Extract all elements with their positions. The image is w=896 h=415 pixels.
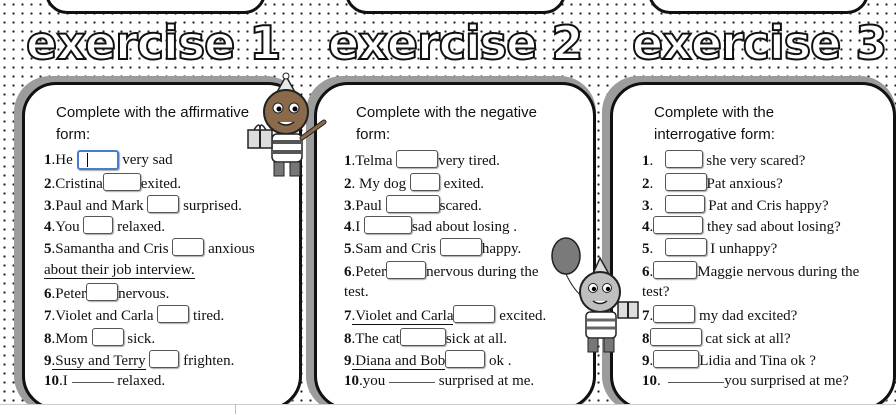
ex2-item-6-continued xyxy=(344,283,369,301)
ex3-item-2 xyxy=(642,173,783,193)
ex1-item-number: 6 xyxy=(44,286,52,302)
ex1-instruction-line2: form: xyxy=(56,126,91,143)
kid-with-balloon-illustration xyxy=(544,236,644,356)
ex3-continuation-text: test? xyxy=(642,284,670,300)
ex1-item-5 xyxy=(44,238,255,258)
top-frame-3 xyxy=(648,0,869,14)
ex2-item-number: 10 xyxy=(344,373,359,389)
ex2-item-7 xyxy=(344,305,546,325)
ex1-item-suffix: surprised. xyxy=(183,198,242,214)
ex1-answer-field-5[interactable] xyxy=(172,238,204,256)
ex2-item-6 xyxy=(344,261,539,281)
ex2-item-3 xyxy=(344,195,482,215)
ex2-continuation-text: test. xyxy=(344,284,369,300)
ex3-instruction-line2: interrogative form: xyxy=(654,126,775,143)
ex1-item-suffix: relaxed. xyxy=(117,373,166,389)
ex3-item-1 xyxy=(642,150,805,170)
ex3-item-suffix: she very scared? xyxy=(706,153,806,169)
ex3-item-suffix: Pat anxious? xyxy=(706,176,783,192)
ex1-answer-field-8[interactable] xyxy=(92,328,124,346)
ex3-item-number: 2 xyxy=(642,176,650,192)
ex2-answer-field-6[interactable] xyxy=(386,261,426,279)
ex3-item-number: 3 xyxy=(642,198,650,214)
ex1-item-number: 9 xyxy=(44,353,52,369)
ex1-item-prefix: .Mom xyxy=(51,331,88,347)
ex3-answer-line-10[interactable] xyxy=(668,372,724,383)
ex1-answer-line-10[interactable] xyxy=(72,372,114,383)
ex3-item-prefix: . xyxy=(649,153,654,169)
ex1-answer-field-2[interactable] xyxy=(103,173,141,191)
ex1-item-8 xyxy=(44,328,155,348)
ex2-item-prefix: .The cat xyxy=(351,331,400,347)
ex2-item-number: 8 xyxy=(344,331,352,347)
ex2-item-number: 1 xyxy=(344,153,352,169)
ex3-item-prefix: . xyxy=(649,308,654,324)
ex3-item-number: 4 xyxy=(642,219,650,235)
text-cursor xyxy=(87,153,88,167)
bottom-bar xyxy=(0,404,896,415)
ex2-instruction xyxy=(356,102,537,146)
ex2-instruction-line1: Complete with the negative xyxy=(356,104,537,121)
ex3-answer-field-1[interactable] xyxy=(665,150,703,168)
ex1-item-prefix: .Cristina xyxy=(51,176,103,192)
ex2-item-suffix: exited. xyxy=(443,176,484,192)
top-frame-1 xyxy=(45,0,266,14)
ex1-item-suffix: very sad xyxy=(122,152,173,168)
ex3-item-number: 1 xyxy=(642,153,650,169)
ex1-item-7 xyxy=(44,305,224,325)
ex3-item-suffix: my dad excited? xyxy=(699,308,798,324)
ex2-item-number: 6 xyxy=(344,264,352,280)
ex1-item-1 xyxy=(44,150,173,170)
ex3-item-number: 5 xyxy=(642,241,650,257)
ex2-item-prefix: .Peter xyxy=(351,264,387,280)
ex3-item-prefix: . xyxy=(649,198,654,214)
title-exercise-1: exercise 1 xyxy=(26,16,281,70)
ex3-item-suffix: cat sick at all? xyxy=(705,331,791,347)
ex2-item-prefix: . My dog xyxy=(351,176,407,192)
ex2-item-suffix: nervous during the xyxy=(426,264,539,280)
ex2-item-9 xyxy=(344,350,511,370)
ex1-item-number: 5 xyxy=(44,241,52,257)
ex2-item-10 xyxy=(344,372,534,390)
ex2-answer-field-9[interactable] xyxy=(445,350,485,368)
ex1-item-10 xyxy=(44,372,165,390)
ex2-item-number: 3 xyxy=(344,198,352,214)
ex2-item-suffix: scared. xyxy=(439,198,482,214)
ex2-answer-field-1[interactable] xyxy=(396,150,438,168)
ex2-item-suffix: excited. xyxy=(499,308,547,324)
ex3-item-6-continued xyxy=(642,283,670,301)
ex2-answer-line-10[interactable] xyxy=(389,372,435,383)
ex1-item-3 xyxy=(44,195,242,215)
ex2-answer-field-4[interactable] xyxy=(364,216,412,234)
ex2-item-prefix: .Violet and Carla xyxy=(351,308,454,324)
ex3-answer-field-4[interactable] xyxy=(653,216,703,234)
ex1-answer-field-7[interactable] xyxy=(157,305,189,323)
ex2-item-4 xyxy=(344,216,517,236)
ex3-item-number: 9 xyxy=(642,353,650,369)
ex2-item-suffix: surprised at me. xyxy=(438,373,535,389)
ex1-answer-field-6[interactable] xyxy=(86,283,118,301)
ex2-item-2 xyxy=(344,173,484,193)
ex3-answer-field-2[interactable] xyxy=(665,173,707,191)
ex3-item-prefix: . xyxy=(649,353,654,369)
ex1-item-number: 10 xyxy=(44,373,59,389)
ex2-item-suffix: sick at all. xyxy=(445,331,508,347)
ex3-item-suffix: Maggie nervous during the xyxy=(697,264,860,280)
ex3-item-6 xyxy=(642,261,859,281)
ex1-item-number: 2 xyxy=(44,176,52,192)
ex1-answer-field-9[interactable] xyxy=(149,350,179,368)
ex2-item-number: 9 xyxy=(344,353,352,369)
ex1-item-5-continued xyxy=(44,261,195,279)
ex2-item-5 xyxy=(344,238,521,258)
ex3-answer-field-5[interactable] xyxy=(665,238,707,256)
ex3-item-suffix: I unhappy? xyxy=(710,241,778,257)
ex3-item-prefix: . xyxy=(657,373,661,389)
ex1-instruction-line1: Complete with the affirmative xyxy=(56,104,250,121)
ex1-item-suffix: sick. xyxy=(127,331,156,347)
ex3-item-8 xyxy=(642,328,791,348)
ex3-item-prefix: . xyxy=(649,219,654,235)
ex1-item-prefix: .I xyxy=(59,373,68,389)
ex3-answer-field-6[interactable] xyxy=(653,261,697,279)
ex2-answer-field-5[interactable] xyxy=(440,238,482,256)
ex1-item-suffix: relaxed. xyxy=(117,219,165,235)
ex1-item-prefix: .Violet and Carla xyxy=(51,308,154,324)
ex3-item-3 xyxy=(642,195,829,215)
ex2-item-prefix: .Diana and Bob xyxy=(351,353,446,369)
ex1-item-suffix: anxious xyxy=(208,241,255,257)
top-frame-2 xyxy=(345,0,566,14)
ex3-answer-field-9[interactable] xyxy=(653,350,699,368)
ex2-answer-field-7[interactable] xyxy=(453,305,495,323)
ex3-item-prefix: . xyxy=(649,264,654,280)
ex1-item-prefix: .Paul and Mark xyxy=(51,198,144,214)
ex2-item-prefix: .Telma xyxy=(351,153,393,169)
ex2-answer-field-3[interactable] xyxy=(386,195,440,213)
ex3-item-number: 10 xyxy=(642,373,657,389)
ex2-item-prefix: .I xyxy=(351,219,361,235)
ex3-item-10 xyxy=(642,372,849,390)
ex1-item-4 xyxy=(44,216,165,236)
ex1-answer-field-1[interactable] xyxy=(77,150,119,170)
ex3-item-7 xyxy=(642,305,797,325)
ex1-item-prefix: .He xyxy=(51,152,73,168)
ex2-item-1 xyxy=(344,150,500,170)
ex2-answer-field-2[interactable] xyxy=(410,173,440,191)
ex1-answer-field-3[interactable] xyxy=(147,195,179,213)
ex1-item-2 xyxy=(44,173,181,193)
ex2-item-prefix: .Paul xyxy=(351,198,382,214)
ex1-continuation-text: about their job interview. xyxy=(44,262,195,278)
ex3-item-5 xyxy=(642,238,777,258)
ex1-item-prefix: .You xyxy=(51,219,80,235)
ex1-item-number: 3 xyxy=(44,198,52,214)
ex2-item-number: 4 xyxy=(344,219,352,235)
ex1-item-suffix: tired. xyxy=(192,308,225,324)
ex1-item-suffix: exited. xyxy=(140,176,182,192)
ex1-item-suffix: nervous. xyxy=(118,286,170,302)
ex2-item-prefix: .you xyxy=(359,373,386,389)
bottom-divider xyxy=(235,404,236,414)
title-exercise-3: exercise 3 xyxy=(632,16,887,70)
ex1-item-prefix: .Samantha and Cris xyxy=(51,241,169,257)
ex3-item-number: 8 xyxy=(642,331,650,347)
ex2-instruction-line2: form: xyxy=(356,126,391,143)
ex3-item-suffix: you surprised at me? xyxy=(724,373,849,389)
ex1-item-suffix: frighten. xyxy=(183,353,235,369)
ex3-item-number: 6 xyxy=(642,264,650,280)
ex1-answer-field-4[interactable] xyxy=(83,216,113,234)
ex3-item-9 xyxy=(642,350,816,370)
ex1-item-prefix: .Susy and Terry xyxy=(51,353,146,369)
ex3-item-4 xyxy=(642,216,841,236)
ex2-answer-field-8[interactable] xyxy=(400,328,446,346)
ex3-answer-field-3[interactable] xyxy=(665,195,705,213)
ex3-item-suffix: Pat and Cris happy? xyxy=(708,198,829,214)
ex3-instruction-line1: Complete with the xyxy=(654,104,775,121)
title-exercise-2: exercise 2 xyxy=(328,16,583,70)
ex2-item-number: 7 xyxy=(344,308,352,324)
ex2-item-suffix: very tired. xyxy=(438,153,500,169)
ex1-item-number: 7 xyxy=(44,308,52,324)
ex3-item-prefix: . xyxy=(649,241,654,257)
ex1-item-number: 4 xyxy=(44,219,52,235)
ex1-item-prefix: .Peter xyxy=(51,286,87,302)
ex2-item-8 xyxy=(344,328,507,348)
ex1-item-9 xyxy=(44,350,234,370)
ex1-item-number: 1 xyxy=(44,152,52,168)
ex2-item-suffix: ok . xyxy=(488,353,512,369)
ex1-instruction xyxy=(56,102,249,146)
ex3-item-suffix: Lidia and Tina ok ? xyxy=(699,353,816,369)
kid-with-gift-illustration xyxy=(246,72,338,182)
ex2-item-number: 2 xyxy=(344,176,352,192)
ex3-item-suffix: they sad about losing? xyxy=(707,219,841,235)
ex3-item-number: 7 xyxy=(642,308,650,324)
ex3-answer-field-8[interactable] xyxy=(650,328,702,346)
ex2-item-number: 5 xyxy=(344,241,352,257)
ex3-answer-field-7[interactable] xyxy=(653,305,695,323)
ex1-item-number: 8 xyxy=(44,331,52,347)
ex1-item-6 xyxy=(44,283,169,303)
ex2-item-prefix: .Sam and Cris xyxy=(351,241,437,257)
ex3-instruction xyxy=(654,102,775,146)
ex3-item-prefix: . xyxy=(649,176,654,192)
ex2-item-suffix: sad about losing . xyxy=(412,219,517,235)
ex2-item-suffix: happy. xyxy=(481,241,522,257)
